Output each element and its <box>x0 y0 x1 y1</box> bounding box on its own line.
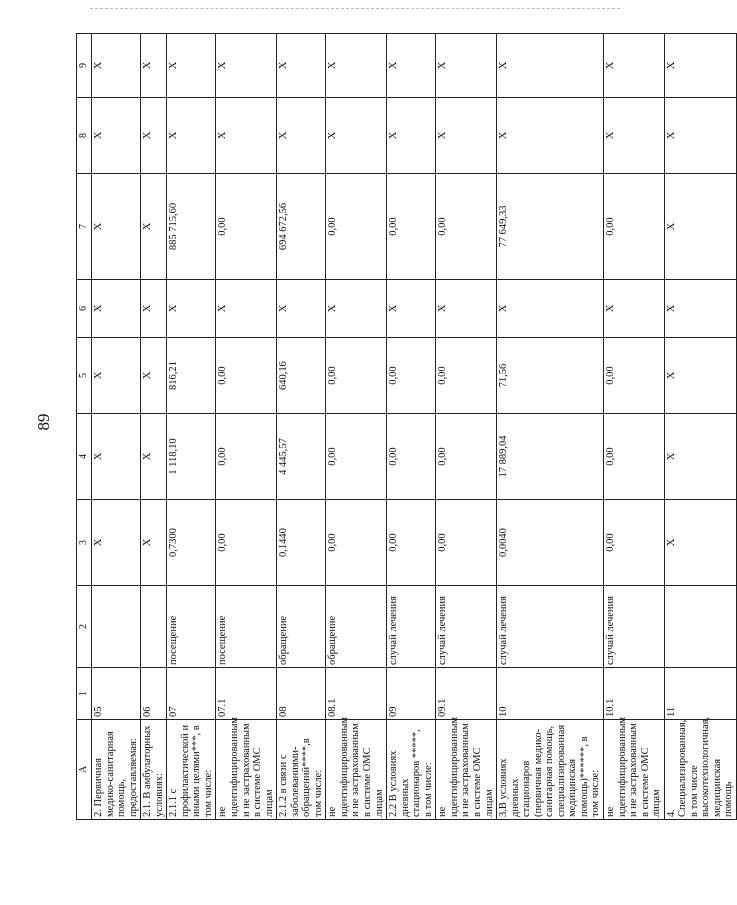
cell-col-4: 4 445,57 <box>277 414 326 500</box>
row-code: 05 <box>92 668 141 720</box>
row-unit <box>141 586 167 668</box>
cell-col-7: X <box>92 174 141 280</box>
rotated-table-frame <box>76 34 735 820</box>
cell-col-8: X <box>141 98 167 174</box>
row-label: 2.2 В условиях дневных стационаров *****, в том числе: <box>387 720 436 820</box>
cell-col-9: X <box>436 34 497 98</box>
cell-col-8: X <box>326 98 387 174</box>
cell-col-6: X <box>277 280 326 338</box>
row-label: 4. Специализированная, в том числе высокотехнологичная, медицинская помощь <box>664 720 736 820</box>
row-code: 08 <box>277 668 326 720</box>
col-header-2: 2 <box>77 586 92 668</box>
cell-col-8: X <box>436 98 497 174</box>
cell-col-6: X <box>326 280 387 338</box>
col-header-8: 8 <box>77 98 92 174</box>
row-unit: обращение <box>277 586 326 668</box>
table-row <box>436 34 497 820</box>
cell-col-4: 0,00 <box>603 414 664 500</box>
row-label: не идентифицированным и не застрахованным в системе ОМС лицам <box>436 720 497 820</box>
row-unit: случай лечения <box>387 586 436 668</box>
row-label: 2.1. В амбулаторных условиях: <box>141 720 167 820</box>
cell-col-4: 1 118,10 <box>167 414 216 500</box>
cell-col-7: 885 715,60 <box>167 174 216 280</box>
cell-col-4: 17 889,04 <box>497 414 604 500</box>
cell-col-7: 0,00 <box>436 174 497 280</box>
cell-col-7: 77 649,33 <box>497 174 604 280</box>
cell-col-9: X <box>277 34 326 98</box>
table-row <box>387 34 436 820</box>
cell-col-5: 71,56 <box>497 338 604 414</box>
row-unit <box>664 586 736 668</box>
row-code: 06 <box>141 668 167 720</box>
col-header-3: 3 <box>77 500 92 586</box>
cell-col-5: 0,00 <box>326 338 387 414</box>
row-label: 2.1.2 в связи с заболеваниями-обращений****,в том числе: <box>277 720 326 820</box>
row-code: 09.1 <box>436 668 497 720</box>
row-code: 08.1 <box>326 668 387 720</box>
page-number: 89 <box>34 413 53 431</box>
cell-col-4: 0,00 <box>216 414 277 500</box>
cell-col-6: X <box>92 280 141 338</box>
cell-col-9: X <box>326 34 387 98</box>
col-header-9: 9 <box>77 34 92 98</box>
cell-col-5: 0,00 <box>387 338 436 414</box>
cell-col-9: X <box>387 34 436 98</box>
cell-col-7: 0,00 <box>387 174 436 280</box>
cell-col-6: X <box>497 280 604 338</box>
cell-col-6: X <box>167 280 216 338</box>
cell-col-8: X <box>603 98 664 174</box>
cell-col-5: X <box>664 338 736 414</box>
cell-col-9: X <box>167 34 216 98</box>
col-header-6: 6 <box>77 280 92 338</box>
scan-edge-line <box>90 8 620 9</box>
cell-col-6: X <box>603 280 664 338</box>
cell-col-5: 816,21 <box>167 338 216 414</box>
table-row <box>326 34 387 820</box>
cell-col-6: X <box>664 280 736 338</box>
data-table <box>76 33 737 820</box>
header-row <box>77 34 92 820</box>
table-container <box>76 34 735 820</box>
cell-col-3: X <box>92 500 141 586</box>
row-code: 10.1 <box>603 668 664 720</box>
cell-col-3: 0,00 <box>216 500 277 586</box>
cell-col-9: X <box>216 34 277 98</box>
col-header-5: 5 <box>77 338 92 414</box>
row-label: не идентифицированным и не застрахованным в системе ОМС лицам <box>603 720 664 820</box>
row-unit: посещение <box>167 586 216 668</box>
table-row <box>167 34 216 820</box>
row-label: 2.1.1 с профилактической и иными целями***, в том числе: <box>167 720 216 820</box>
cell-col-6: X <box>216 280 277 338</box>
table-row <box>277 34 326 820</box>
row-code: 11 <box>664 668 736 720</box>
cell-col-9: X <box>664 34 736 98</box>
cell-col-8: X <box>167 98 216 174</box>
cell-col-8: X <box>277 98 326 174</box>
cell-col-7: X <box>141 174 167 280</box>
cell-col-9: X <box>141 34 167 98</box>
cell-col-6: X <box>141 280 167 338</box>
cell-col-3: X <box>664 500 736 586</box>
table-row <box>92 34 141 820</box>
cell-col-3: 0,1440 <box>277 500 326 586</box>
row-unit: посещение <box>216 586 277 668</box>
row-label: не идентифицированным и не застрахованным в системе ОМС лицам <box>216 720 277 820</box>
cell-col-5: 0,00 <box>603 338 664 414</box>
row-unit: обращение <box>326 586 387 668</box>
row-code: 10 <box>497 668 604 720</box>
row-unit: случай лечения <box>603 586 664 668</box>
col-header-4: 4 <box>77 414 92 500</box>
cell-col-8: X <box>92 98 141 174</box>
cell-col-7: 0,00 <box>216 174 277 280</box>
cell-col-4: 0,00 <box>436 414 497 500</box>
row-code: 09 <box>387 668 436 720</box>
cell-col-4: X <box>92 414 141 500</box>
cell-col-7: 0,00 <box>603 174 664 280</box>
cell-col-5: 640,16 <box>277 338 326 414</box>
cell-col-4: X <box>664 414 736 500</box>
cell-col-5: X <box>141 338 167 414</box>
cell-col-3: 0,7300 <box>167 500 216 586</box>
cell-col-5: 0,00 <box>216 338 277 414</box>
cell-col-7: 0,00 <box>326 174 387 280</box>
row-label: 2. Первичная медико-санитарная помощь, предоставляемая: <box>92 720 141 820</box>
cell-col-6: X <box>436 280 497 338</box>
row-code: 07 <box>167 668 216 720</box>
cell-col-3: 0,00 <box>326 500 387 586</box>
cell-col-7: X <box>664 174 736 280</box>
table-row <box>216 34 277 820</box>
col-header-7: 7 <box>77 174 92 280</box>
cell-col-8: X <box>387 98 436 174</box>
cell-col-3: X <box>141 500 167 586</box>
cell-col-6: X <box>387 280 436 338</box>
row-unit: случай лечения <box>497 586 604 668</box>
cell-col-9: X <box>603 34 664 98</box>
cell-col-3: 0,0040 <box>497 500 604 586</box>
row-label: 3.В условиях дневных стационаров (первичная медико-санитарная помощь, специализированная медицинская помощь)******, в том числе: <box>497 720 604 820</box>
cell-col-4: 0,00 <box>387 414 436 500</box>
table-row <box>603 34 664 820</box>
table-row <box>497 34 604 820</box>
cell-col-8: X <box>216 98 277 174</box>
cell-col-3: 0,00 <box>436 500 497 586</box>
col-header-1: 1 <box>77 668 92 720</box>
cell-col-4: X <box>141 414 167 500</box>
row-unit <box>92 586 141 668</box>
cell-col-4: 0,00 <box>326 414 387 500</box>
cell-col-5: X <box>92 338 141 414</box>
row-unit: случай лечения <box>436 586 497 668</box>
table-row <box>664 34 736 820</box>
cell-col-9: X <box>497 34 604 98</box>
row-label: не идентифицированным и не застрахованным в системе ОМС лицам <box>326 720 387 820</box>
cell-col-5: 0,00 <box>436 338 497 414</box>
cell-col-9: X <box>92 34 141 98</box>
cell-col-3: 0,00 <box>387 500 436 586</box>
cell-col-8: X <box>497 98 604 174</box>
row-code: 07.1 <box>216 668 277 720</box>
cell-col-7: 694 672,56 <box>277 174 326 280</box>
col-header-a: A <box>77 720 92 820</box>
cell-col-3: 0,00 <box>603 500 664 586</box>
cell-col-8: X <box>664 98 736 174</box>
table-row <box>141 34 167 820</box>
